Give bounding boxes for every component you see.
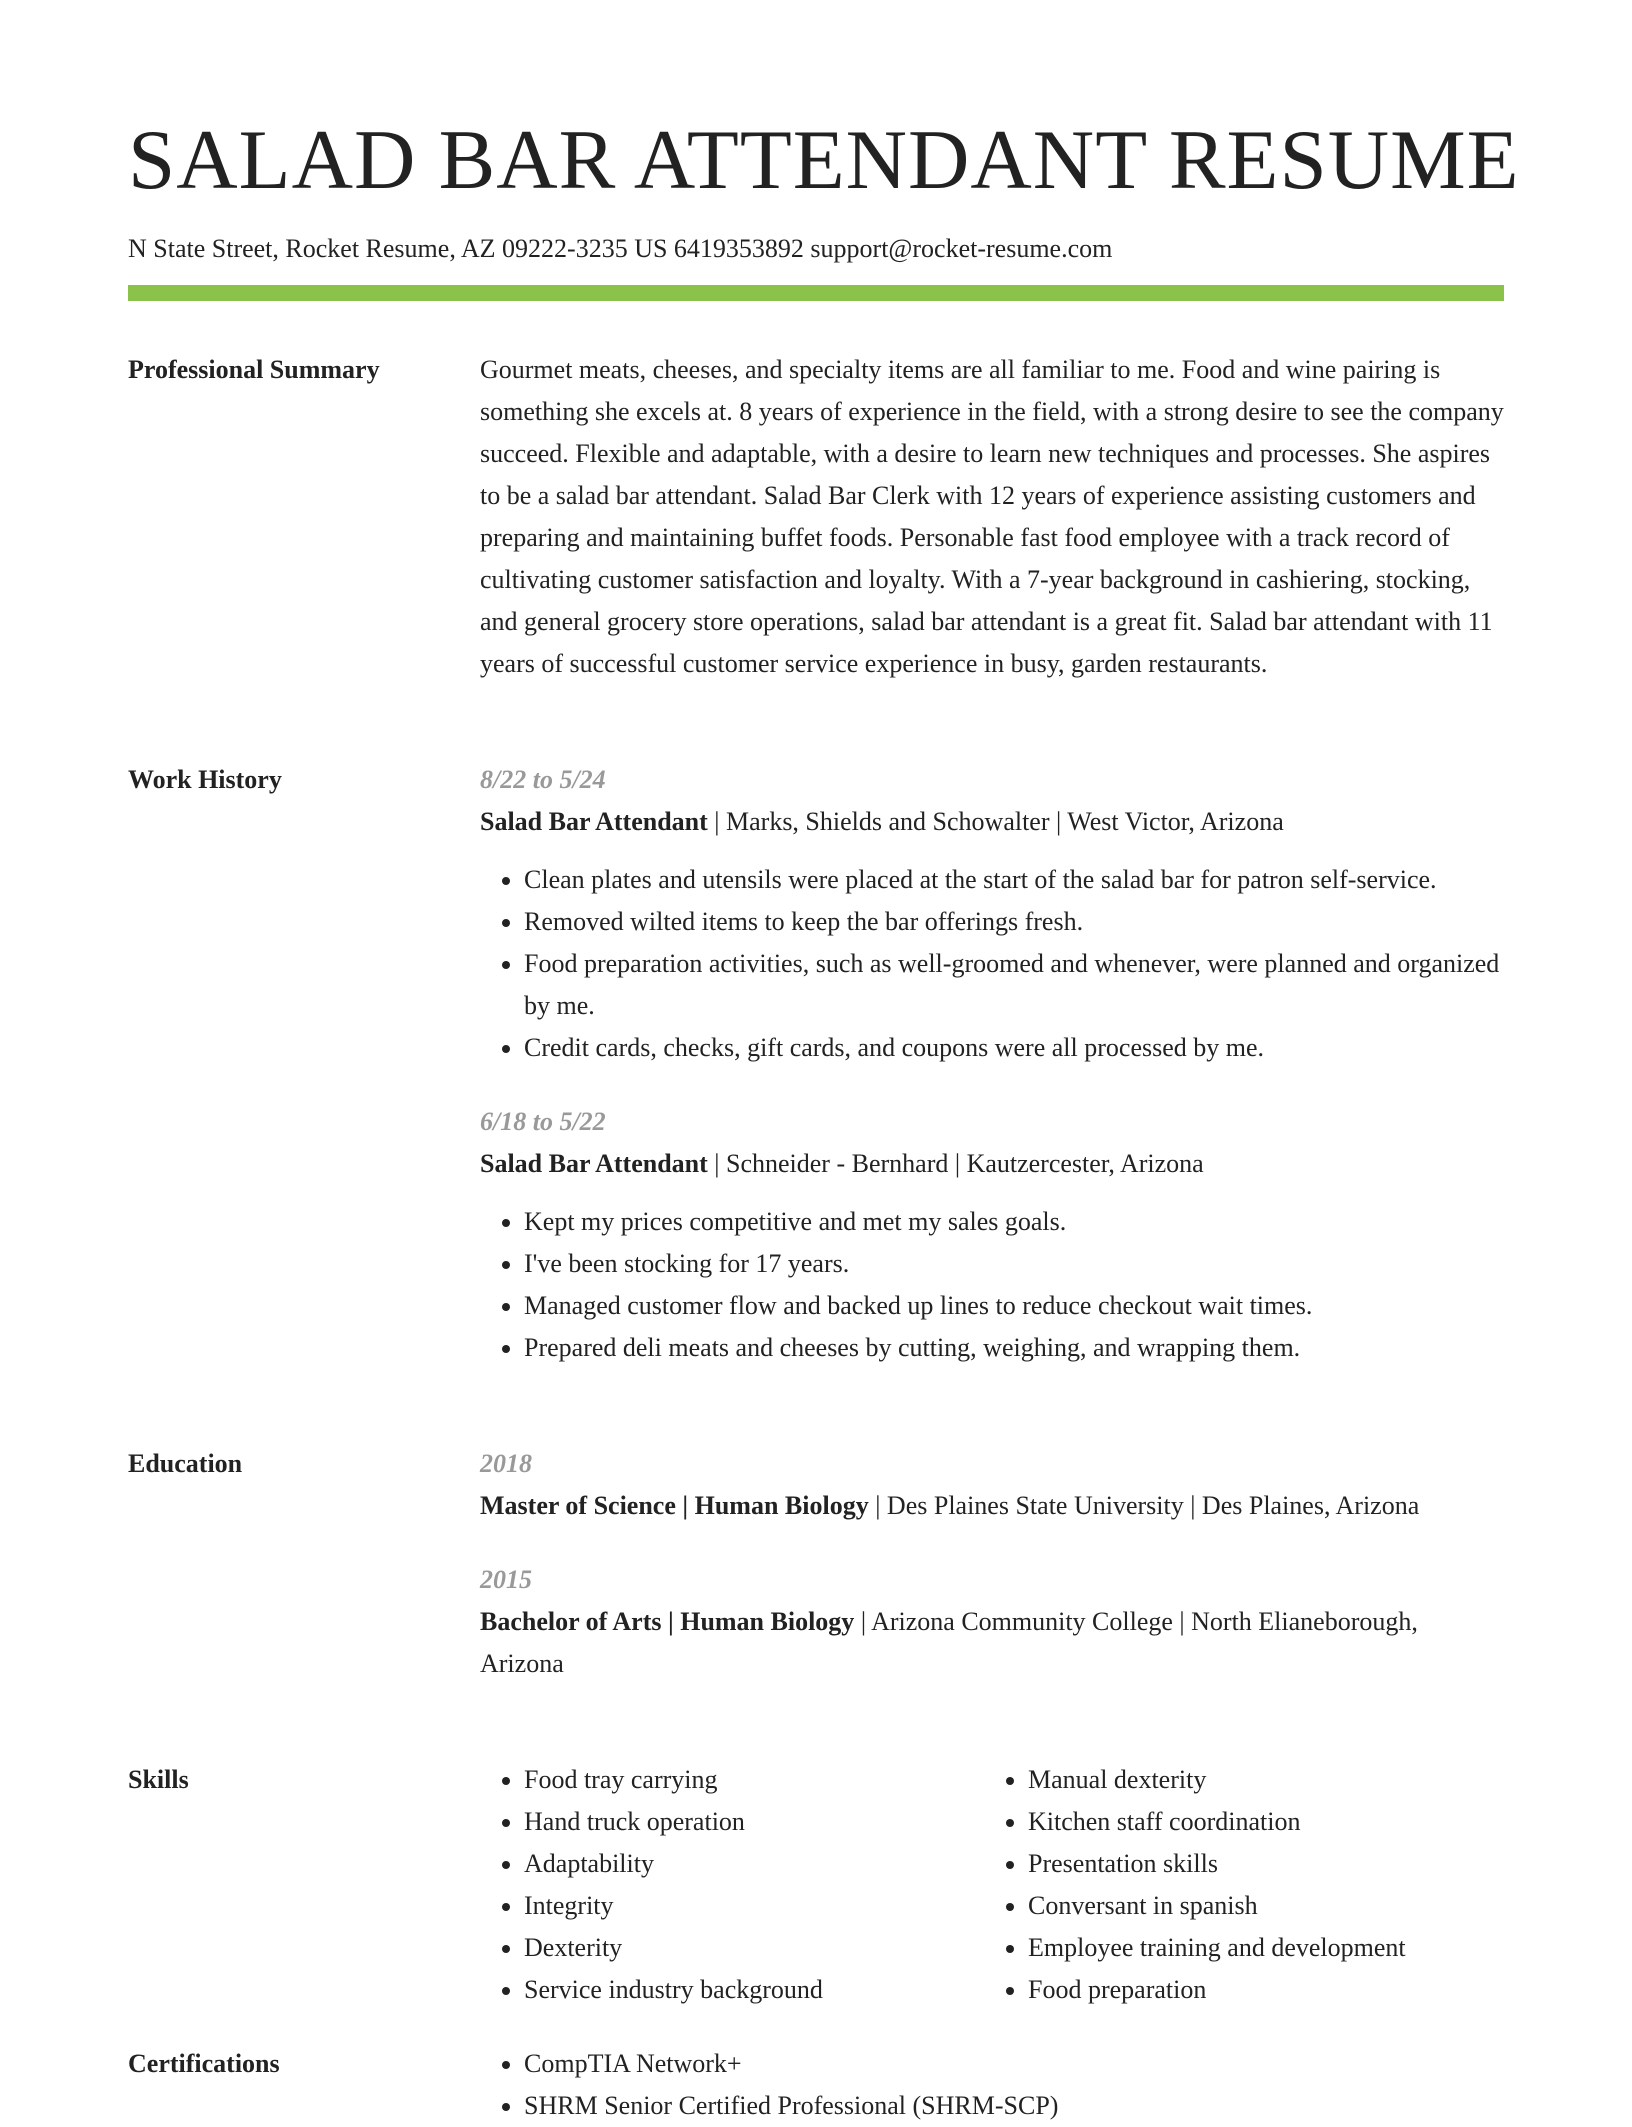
skill-item: • Presentation skills	[1028, 1843, 1488, 1885]
education-details: | Des Plaines State University | Des Plaines, Arizona	[868, 1491, 1420, 1520]
job-heading	[480, 1143, 1504, 1185]
resume-title: SALAD BAR ATTENDANT RESUME	[128, 113, 1520, 207]
contact-line: N State Street, Rocket Resume, AZ 09222-3235 US 6419353892 support@rocket-resume.com	[128, 234, 1113, 263]
job-bullet: • I've been stocking for 17 years.	[524, 1243, 1504, 1285]
skill-item: • Service industry background	[524, 1969, 984, 2011]
skill-item: • Conversant in spanish	[1028, 1885, 1488, 1927]
certifications-heading: Certifications	[128, 2049, 280, 2078]
job-bullet: • Prepared deli meats and cheeses by cutting, weighing, and wrapping them.	[524, 1327, 1504, 1369]
certification-item: • SHRM Senior Certified Professional (SHRM-SCP)	[524, 2085, 1504, 2127]
skill-item: • Dexterity	[524, 1927, 984, 1969]
education-details: | Arizona Community College | North Elianeborough, Arizona	[480, 1607, 1418, 1678]
job-bullets	[480, 859, 1504, 1069]
summary-text: Gourmet meats, cheeses, and specialty items are all familiar to me. Food and wine pairing is something she excels at. 8 years of experience in the field, with a strong desire to see the company succeed. Flexible and adaptable, with a desire to learn new techniques and processes. She aspires to be a salad bar attendant. Salad Bar Clerk with 12 years of experience assisting customers and preparing and maintaining buffet foods. Personable fast food employee with a track record of cultivating customer satisfaction and loyalty. With a 7-year background in cashiering, stocking, and general grocery store operations, salad bar attendant is a great fit. Salad bar attendant with 11 years of successful customer service experience in busy, garden restaurants.	[480, 355, 1504, 678]
skill-item: • Manual dexterity	[1028, 1759, 1488, 1801]
skill-item: • Kitchen staff coordination	[1028, 1801, 1488, 1843]
job-entry	[480, 1101, 1504, 1369]
job-heading	[480, 801, 1504, 843]
certification-item: • CompTIA Network+	[524, 2043, 1504, 2085]
job-entry	[480, 759, 1504, 1069]
skills-list-right	[984, 1759, 1488, 2011]
job-title: Salad Bar Attendant	[480, 1149, 708, 1178]
job-title: Salad Bar Attendant	[480, 807, 708, 836]
degree-name: Bachelor of Arts | Human Biology	[480, 1607, 855, 1636]
education-year: 2018	[480, 1449, 532, 1478]
skills-list-left	[480, 1759, 984, 2011]
accent-divider	[128, 285, 1504, 301]
summary-heading: Professional Summary	[128, 355, 380, 384]
job-bullet: • Clean plates and utensils were placed at the start of the salad bar for patron self-service.	[524, 859, 1504, 901]
job-bullet: • Food preparation activities, such as well-groomed and whenever, were planned and organized by me.	[524, 943, 1504, 1027]
job-bullet: • Kept my prices competitive and met my sales goals.	[524, 1201, 1504, 1243]
skill-item: • Integrity	[524, 1885, 984, 1927]
job-bullets	[480, 1201, 1504, 1369]
job-details: | Schneider - Bernhard | Kautzercester, Arizona	[707, 1149, 1204, 1178]
degree-name: Master of Science | Human Biology	[480, 1491, 869, 1520]
education-entry	[480, 1443, 1504, 1527]
work-history-heading: Work History	[128, 765, 282, 794]
skill-item: • Adaptability	[524, 1843, 984, 1885]
skill-item: • Hand truck operation	[524, 1801, 984, 1843]
job-bullet: • Managed customer flow and backed up lines to reduce checkout wait times.	[524, 1285, 1504, 1327]
skill-item: • Food tray carrying	[524, 1759, 984, 1801]
education-heading: Education	[128, 1449, 243, 1478]
job-bullet: • Credit cards, checks, gift cards, and coupons were all processed by me.	[524, 1027, 1504, 1069]
skills-heading: Skills	[128, 1765, 189, 1794]
skills-columns	[480, 1759, 1504, 2011]
job-dates: 8/22 to 5/24	[480, 765, 606, 794]
certifications-list	[480, 2043, 1504, 2127]
skill-item: • Employee training and development	[1028, 1927, 1488, 1969]
job-bullet: • Removed wilted items to keep the bar offerings fresh.	[524, 901, 1504, 943]
skill-item: • Food preparation	[1028, 1969, 1488, 2011]
education-heading-line	[480, 1601, 1504, 1685]
job-details: | Marks, Shields and Schowalter | West Victor, Arizona	[707, 807, 1284, 836]
education-heading-line	[480, 1485, 1504, 1527]
job-dates: 6/18 to 5/22	[480, 1107, 606, 1136]
education-entry	[480, 1559, 1504, 1685]
education-year: 2015	[480, 1565, 532, 1594]
